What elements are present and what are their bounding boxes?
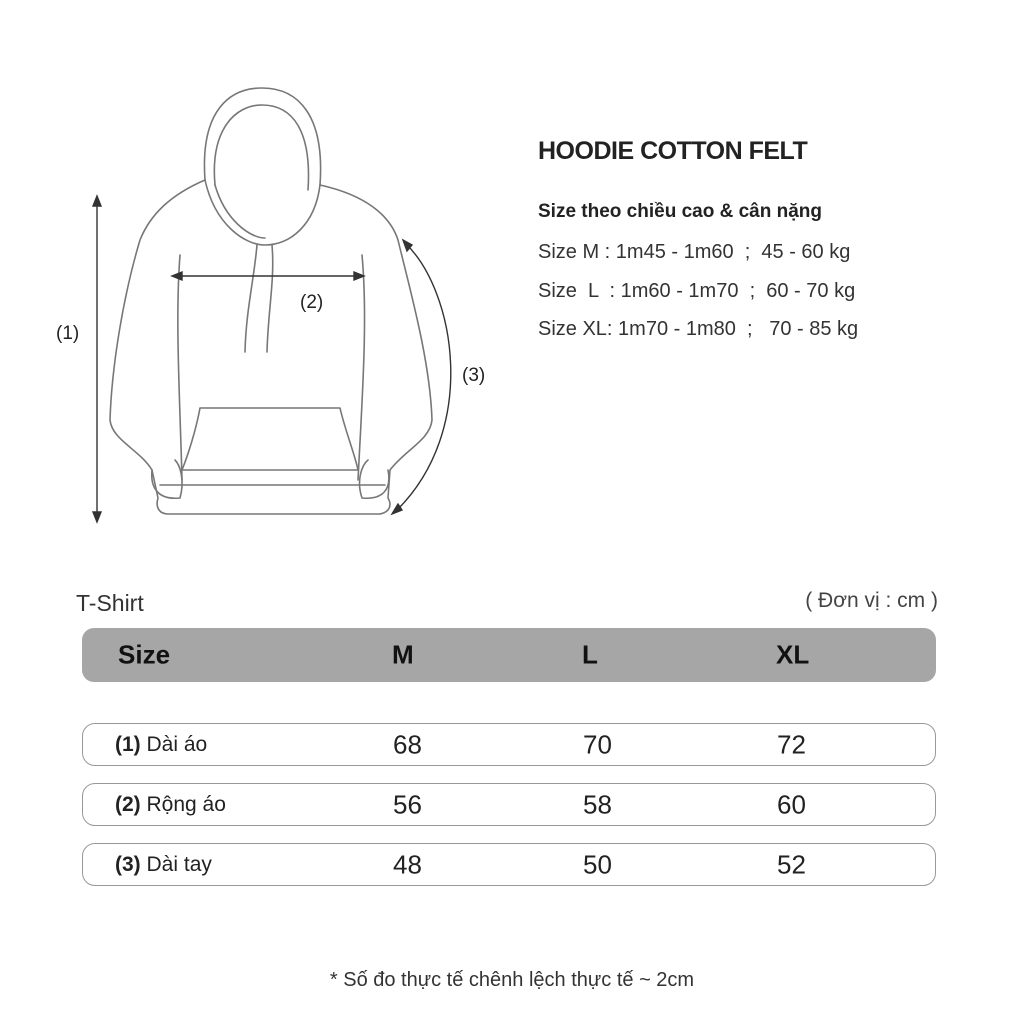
hoodie-diagram <box>0 0 520 540</box>
table-label: T-Shirt <box>76 590 144 616</box>
size-guide-subtitle: Size theo chiều cao & cân nặng <box>538 201 823 222</box>
size-line-m: Size M : 1m45 - 1m60 ; 45 - 60 kg <box>538 241 851 263</box>
table-row <box>82 723 936 766</box>
value-xl: 52 <box>777 849 806 879</box>
dimension-label-3: (3) <box>462 365 486 386</box>
value-m: 48 <box>393 849 422 879</box>
footnote: * Số đo thực tế chênh lệch thực tế ~ 2cm <box>329 969 695 991</box>
unit-label: ( Đơn vị : cm ) <box>805 589 938 612</box>
header-size: Size <box>118 639 171 670</box>
value-xl: 72 <box>777 729 806 759</box>
size-line-xl: Size XL: 1m70 - 1m80 ; 70 - 85 kg <box>538 318 859 340</box>
value-l: 58 <box>583 789 612 819</box>
header-m: M <box>392 639 414 670</box>
value-l: 70 <box>583 729 612 759</box>
table-row <box>82 843 936 886</box>
header-xl: XL <box>776 639 810 670</box>
value-m: 68 <box>393 729 422 759</box>
dimension-label-1: (1) <box>56 323 80 344</box>
table-header <box>82 628 936 682</box>
product-title: HOODIE COTTON FELT <box>538 137 808 165</box>
sleeve-arrow <box>395 243 451 512</box>
table-row <box>82 783 936 826</box>
value-m: 56 <box>393 789 422 819</box>
row-label: (2) Rộng áo <box>115 792 226 816</box>
dimension-label-2: (2) <box>300 292 324 313</box>
row-label: (3) Dài tay <box>115 852 212 876</box>
value-xl: 60 <box>777 789 806 819</box>
row-label: (1) Dài áo <box>115 732 208 756</box>
header-l: L <box>582 639 598 670</box>
size-line-l: Size L : 1m60 - 1m70 ; 60 - 70 kg <box>538 280 856 302</box>
value-l: 50 <box>583 849 612 879</box>
